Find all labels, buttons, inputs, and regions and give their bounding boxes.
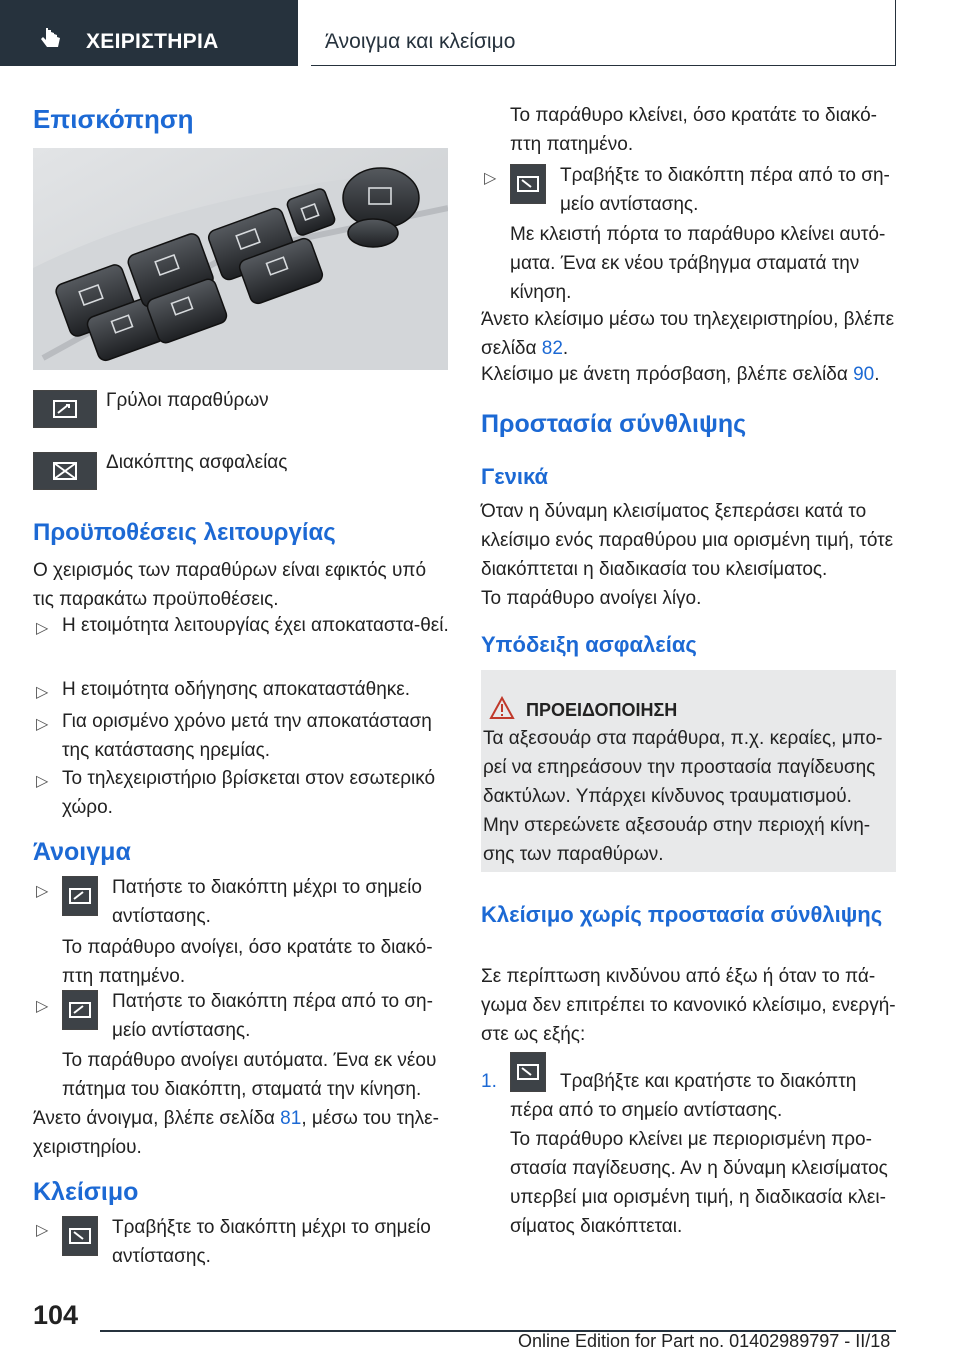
bullet-triangle-icon: ▷	[36, 684, 49, 701]
prereq-item: Η ετοιμότητα οδήγησης αποκαταστάθηκε.	[62, 679, 411, 700]
hand-pointer-icon	[38, 26, 64, 52]
general-text-2: Το παράθυρο ανοίγει λίγο.	[481, 588, 702, 609]
safety-switch-icon	[33, 452, 97, 490]
bullet-triangle-icon: ▷	[484, 170, 497, 187]
legend-window-switches: Γρύλοι παραθύρων	[106, 390, 269, 411]
opening-step-result: Το παράθυρο ανοίγει αυτόματα. Ένα εκ νέου πάτημα του διακόπτη, σταματά την κίνηση.	[62, 1050, 437, 1100]
bullet-triangle-icon: ▷	[36, 1222, 49, 1239]
chapter-tab	[311, 0, 896, 66]
general-heading: Γενικά	[481, 464, 549, 489]
window-switch-icon	[33, 390, 97, 428]
overview-heading: Επισκόπηση	[33, 104, 194, 134]
legend-safety-switch: Διακόπτης ασφαλείας	[106, 452, 288, 473]
window-switch-photo	[33, 148, 448, 370]
window-switch-icon	[62, 990, 98, 1030]
bullet-triangle-icon: ▷	[36, 883, 49, 900]
section-tab	[0, 0, 298, 66]
window-switch-icon	[62, 1216, 98, 1256]
step-number: 1.	[481, 1071, 497, 1092]
comfort-opening-note: Άνετο άνοιγμα, βλέπε σελίδα 81, μέσω του τηλε-χειριστηρίου.	[33, 1108, 439, 1158]
closing-step-result: Με κλειστή πόρτα το παράθυρο κλείνει αυτό-ματα. Ένα εκ νέου τράβηγμα σταματά την κίνηση.	[510, 224, 886, 303]
general-text: Όταν η δύναμη κλεισίματος ξεπεράσει κατά το κλείσιμο ενός παραθύρου μια ορισμένη τιμή, τότε διακόπτεται η διαδικασία του κλεισίματος.	[481, 501, 894, 580]
no-pinch-intro: Σε περίπτωση κινδύνου από έξω ή όταν το πά-γωμα δεν επιτρέπει το κανονικό κλείσιμο, ενεργή-στε ως εξής:	[481, 966, 896, 1045]
closing-step: Τραβήξτε το διακόπτη πέρα από το ση-μείο αντίστασης.	[560, 165, 890, 215]
bullet-triangle-icon: ▷	[36, 716, 49, 733]
no-pinch-heading: Κλείσιμο χωρίς προστασία σύνθλιψης	[481, 902, 883, 927]
page-link[interactable]: 81	[280, 1108, 302, 1129]
prereq-item: Για ορισμένο χρόνο μετά την αποκατάσταση της κατάστασης ηρεμίας.	[62, 711, 432, 761]
section-title: ΧΕΙΡΙΣΤΗΡΙΑ	[86, 30, 219, 53]
pinch-protection-heading: Προστασία σύνθλιψης	[481, 410, 747, 438]
opening-step: Πατήστε το διακόπτη μέχρι το σημείο αντίστασης.	[112, 877, 422, 927]
closing-heading: Κλείσιμο	[33, 1178, 139, 1206]
warning-text: Τα αξεσουάρ στα παράθυρα, π.χ. κεραίες, μπο-ρεί να επηρεάσουν την προστασία παγίδευσης δακτύλων. Υπάρχει κίνδυνος τραυματισμού. Μην στερεώνετε αξεσουάρ στην περιοχή κίνη-σης των παραθύρων.	[483, 728, 883, 865]
remote-close-note: Άνετο κλείσιμο μέσω του τηλεχειριστηρίου, βλέπε σελίδα 82.	[481, 309, 895, 359]
chapter-title: Άνοιγμα και κλείσιμο	[325, 30, 516, 53]
bullet-triangle-icon: ▷	[36, 620, 49, 637]
prereq-item: Η ετοιμότητα λειτουργίας έχει αποκαταστα-θεί.	[62, 615, 449, 636]
prereq-heading: Προϋποθέσεις λειτουργίας	[33, 519, 336, 546]
no-pinch-result: Το παράθυρο κλείνει με περιορισμένη προ-στασία παγίδευσης. Αν η δύναμη κλεισίματος υπερβεί μια ορισμένη τιμή, η διαδικασία κλει-σίματος διακόπτεται.	[510, 1129, 888, 1237]
closing-step: Τραβήξτε το διακόπτη μέχρι το σημείο αντίστασης.	[112, 1217, 431, 1267]
comfort-access-note: Κλείσιμο με άνετη πρόσβαση, βλέπε σελίδα 90.	[481, 364, 880, 385]
closing-step-result: Το παράθυρο κλείνει, όσο κρατάτε το διακό-πτη πατημένο.	[510, 105, 877, 155]
edition-text: Online Edition for Part no. 01402989797 - II/18	[518, 1331, 891, 1351]
window-switch-icon	[510, 164, 546, 204]
prereq-item: Το τηλεχειριστήριο βρίσκεται στον εσωτερικό χώρο.	[62, 768, 436, 818]
warning-box	[481, 670, 896, 872]
opening-step: Πατήστε το διακόπτη πέρα από το ση-μείο αντίστασης.	[112, 991, 433, 1041]
bullet-triangle-icon: ▷	[36, 998, 49, 1015]
prereq-intro: Ο χειρισμός των παραθύρων είναι εφικτός υπό τις παρακάτω προϋποθέσεις.	[33, 560, 427, 610]
opening-step-result: Το παράθυρο ανοίγει, όσο κρατάτε το διακό-πτη πατημένο.	[62, 937, 433, 987]
warning-label: ΠΡΟΕΙΔΟΠΟΙΗΣΗ	[526, 700, 678, 720]
page-link[interactable]: 90	[853, 364, 875, 385]
page-number: 104	[33, 1300, 79, 1330]
opening-heading: Άνοιγμα	[33, 838, 131, 866]
safety-note-heading: Υπόδειξη ασφαλείας	[481, 632, 697, 657]
bullet-triangle-icon: ▷	[36, 773, 49, 790]
window-switch-icon	[62, 876, 98, 916]
warning-triangle-icon	[489, 696, 515, 720]
no-pinch-step: Τραβήξτε και κρατήστε το διακόπτη πέρα από το σημείο αντίστασης.	[510, 1071, 857, 1121]
page-link[interactable]: 82	[541, 338, 563, 359]
page-header	[0, 0, 960, 66]
